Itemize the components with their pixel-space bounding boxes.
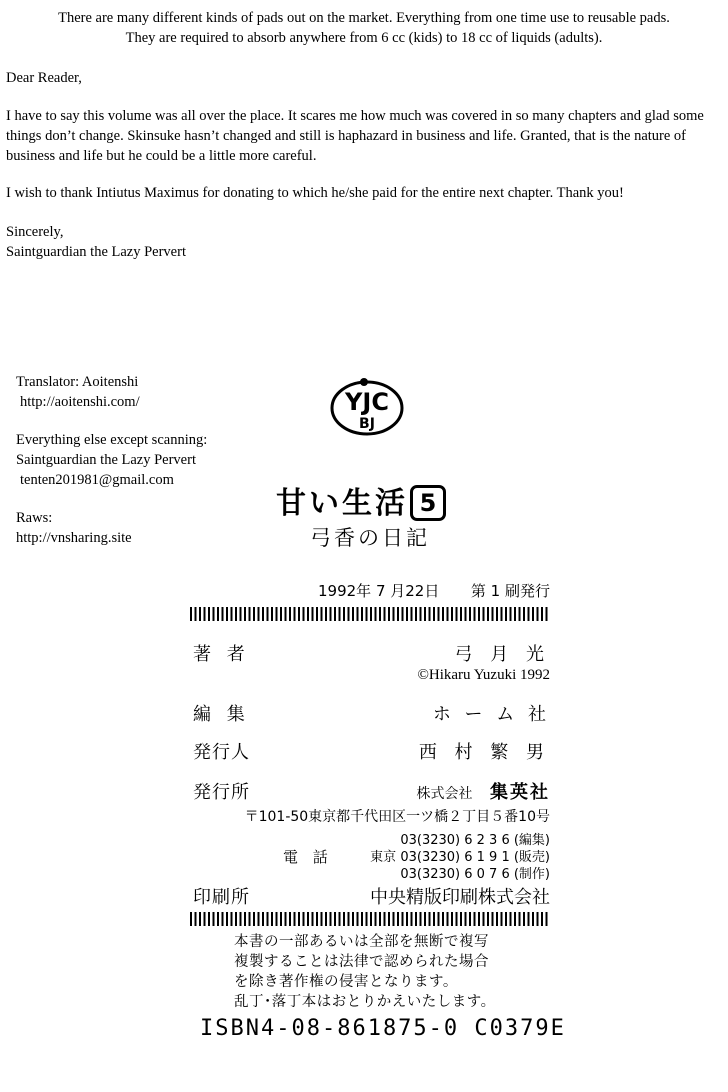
book-subtitle: 弓香の日記	[310, 526, 430, 550]
publisher-person: 西 村 繁 男	[418, 742, 550, 763]
publisher	[417, 778, 550, 804]
author-name: 弓 月 光	[454, 644, 550, 665]
logo-top-text: YJC	[345, 388, 389, 416]
author-label: 著 者	[193, 644, 250, 665]
phone-3: 03(3230) 6 0 7 6 (制作)	[400, 867, 550, 882]
notice-line-2: 複製することは法律で認められた場合	[234, 954, 489, 970]
publisher-label: 発行所	[193, 782, 250, 803]
credit-translator: Translator: Aoitenshi	[16, 374, 139, 390]
divider-top	[190, 607, 550, 621]
credit-raws-label: Raws:	[16, 510, 53, 526]
divider-bottom	[190, 912, 550, 926]
letter-closing: Sincerely,	[6, 224, 64, 240]
editor: ホ ー ム 社	[432, 704, 550, 725]
top-note	[0, 8, 728, 48]
printer: 中央精版印刷株式会社	[370, 887, 550, 908]
logo-bottom-text: BJ	[359, 416, 375, 432]
book-title-text: 甘い生活	[276, 486, 408, 521]
publisher-name: 集英社	[490, 782, 550, 803]
copyright: ©Hikaru Yuzuki 1992	[417, 667, 550, 683]
notice-line-3: を除き著作権の侵害となります。	[234, 974, 458, 990]
credit-translator-url: http://aoitenshi.com/	[20, 394, 140, 410]
publisher-logo	[328, 376, 406, 438]
edition: 第 1 刷発行	[470, 582, 550, 600]
letter-salutation: Dear Reader,	[6, 70, 82, 86]
editor-label: 編 集	[193, 704, 250, 725]
publisher-address: 〒101-50東京都千代田区一ツ橋２丁目５番10号	[244, 809, 550, 825]
letter-paragraph-2: I wish to thank Intiutus Maximus for donating to which he/she paid for the entire next chapter. Thank you!	[6, 185, 624, 201]
phone-1: 03(3230) 6 2 3 6 (編集)	[400, 833, 550, 848]
book-title	[276, 478, 446, 522]
credit-other-name: Saintguardian the Lazy Pervert	[16, 452, 196, 468]
top-note-line-2: They are required to absorb anywhere from 6 cc (kids) to 18 cc of liquids (adults).	[125, 30, 603, 46]
publisher-person-label: 発行人	[193, 742, 250, 763]
isbn: ISBN4-08-861875-0 C0379E	[200, 1016, 566, 1041]
credit-other-label: Everything else except scanning:	[16, 432, 208, 448]
phone-city: 東京	[370, 850, 397, 865]
letter-signature: Saintguardian the Lazy Pervert	[6, 244, 186, 260]
credit-raws-url: http://vnsharing.site	[16, 530, 132, 546]
publisher-prefix: 株式会社	[416, 786, 473, 802]
printer-label: 印刷所	[193, 887, 250, 908]
notice-line-1: 本書の一部あるいは全部を無断で複写	[234, 934, 489, 950]
notice-line-4: 乱丁･落丁本はおとりかえいたします。	[234, 994, 496, 1010]
colophon-date-line	[190, 580, 550, 601]
letter-paragraph-1: I have to say this volume was all over the place. It scares me how much was covered in so many chapters and glad some things don’t change. Skinsuke hasn’t changed and still is haphazard in business and life. Granted, that is the nature of business and life but he could be a little more careful.	[6, 108, 704, 164]
publication-date: 1992年 7 月22日	[318, 582, 440, 600]
phone-2: 03(3230) 6 1 9 1 (販売)	[400, 850, 550, 865]
volume-number: 5	[410, 485, 446, 521]
top-note-line-1: There are many different kinds of pads out on the market. Everything from one time use to reusable pads.	[58, 10, 670, 26]
credit-other-email: tenten201981@gmail.com	[20, 472, 174, 488]
phone-label: 電 話	[283, 848, 333, 866]
